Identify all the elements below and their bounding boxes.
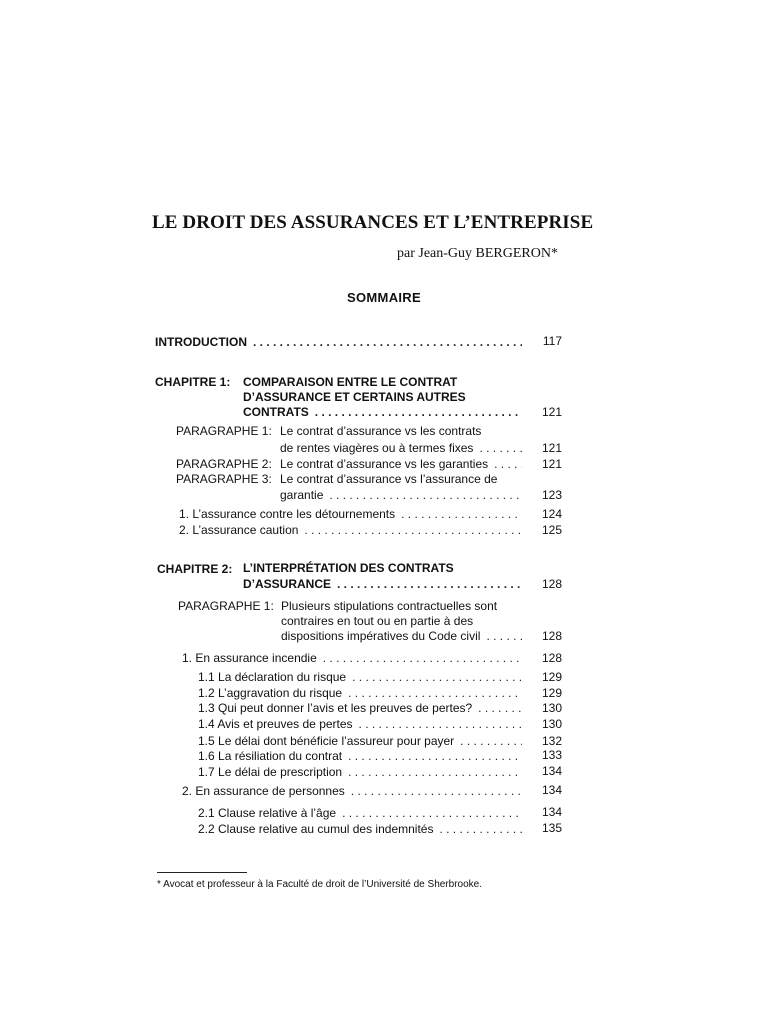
page-number: 121 bbox=[541, 405, 562, 419]
page-number: 134 bbox=[541, 805, 562, 819]
dot-leader bbox=[304, 522, 522, 538]
toc-subentry bbox=[198, 748, 528, 764]
toc-entry-text: 1. L’assurance contre les détournements bbox=[179, 507, 396, 521]
dot-leader bbox=[329, 487, 522, 503]
toc-entry-text: 1.5 Le délai dont bénéficie l’assureur pour payer bbox=[198, 734, 455, 748]
page-number: 121 bbox=[541, 457, 562, 471]
toc-entry-introduction bbox=[155, 334, 528, 350]
toc-subentry bbox=[198, 716, 528, 732]
dot-leader bbox=[478, 700, 522, 716]
page-number: 130 bbox=[541, 717, 562, 731]
dot-leader bbox=[315, 404, 522, 420]
dot-leader bbox=[348, 764, 522, 780]
dot-leader bbox=[439, 821, 522, 837]
toc-subentry bbox=[198, 733, 528, 749]
toc-entry-text: 1.4 Avis et preuves de pertes bbox=[198, 717, 353, 731]
dot-leader bbox=[342, 805, 522, 821]
footnote-rule bbox=[157, 872, 247, 873]
dot-leader bbox=[323, 650, 522, 666]
page-number: 121 bbox=[541, 441, 562, 455]
chapter-2-title-line: L’INTERPRÉTATION DES CONTRATS bbox=[243, 561, 454, 575]
toc-subentry bbox=[198, 805, 528, 821]
toc-entry-text: 1. En assurance incendie bbox=[182, 651, 317, 665]
author-line: par Jean-Guy BERGERON* bbox=[397, 246, 558, 261]
paragraph-text-line: Le contrat d’assurance vs les contrats bbox=[280, 424, 482, 438]
chapter-1-title-line: COMPARAISON ENTRE LE CONTRAT bbox=[243, 375, 458, 389]
toc-subentry bbox=[198, 669, 528, 685]
chapter-1-title-line: CONTRATS bbox=[243, 405, 309, 419]
paragraph-last-line bbox=[280, 456, 528, 472]
toc-entry-text: 2.2 Clause relative au cumul des indemnités bbox=[198, 822, 434, 836]
toc-subentry bbox=[198, 700, 528, 716]
chapter-1-title-last-line bbox=[243, 404, 528, 420]
toc-entry bbox=[179, 506, 528, 522]
chapter-2-label: CHAPITRE 2: bbox=[157, 562, 233, 576]
dot-leader bbox=[348, 748, 522, 764]
paragraph-text-line: dispositions impératives du Code civil bbox=[281, 629, 481, 643]
page-number: 125 bbox=[541, 523, 562, 537]
page-number: 134 bbox=[541, 764, 562, 778]
toc-entry-text: 2.1 Clause relative à l’âge bbox=[198, 806, 337, 820]
dot-leader bbox=[359, 716, 522, 732]
dot-leader bbox=[486, 628, 522, 644]
paragraph-last-line bbox=[280, 487, 528, 503]
page-number: 128 bbox=[541, 577, 562, 591]
toc-subentry bbox=[198, 764, 528, 780]
dot-leader bbox=[479, 440, 522, 456]
page-number: 132 bbox=[541, 734, 562, 748]
dot-leader bbox=[352, 669, 522, 685]
paragraph-label: PARAGRAPHE 1: bbox=[178, 599, 274, 613]
paragraph-label: PARAGRAPHE 3: bbox=[176, 472, 272, 486]
page-number: 135 bbox=[541, 821, 562, 835]
toc-entry-text: 1.7 Le délai de prescription bbox=[198, 765, 343, 779]
paragraph-text-line: Le contrat d’assurance vs les garanties bbox=[280, 457, 489, 471]
chapter-1-title-line: D’ASSURANCE ET CERTAINS AUTRES bbox=[243, 390, 466, 404]
toc-entry bbox=[179, 522, 528, 538]
page-number: 129 bbox=[541, 686, 562, 700]
paragraph-label: PARAGRAPHE 1: bbox=[176, 424, 272, 438]
dot-leader bbox=[337, 576, 522, 592]
document-title: LE DROIT DES ASSURANCES ET L’ENTREPRISE bbox=[152, 212, 594, 233]
dot-leader bbox=[253, 334, 522, 350]
paragraph-text-line: de rentes viagères ou à termes fixes bbox=[280, 441, 474, 455]
page-number: 123 bbox=[541, 488, 562, 502]
dot-leader bbox=[401, 506, 522, 522]
page-number: 128 bbox=[541, 629, 562, 643]
chapter-2-title-last-line bbox=[243, 576, 528, 592]
chapter-2-title-line: D’ASSURANCE bbox=[243, 577, 332, 591]
toc-subentry bbox=[198, 685, 528, 701]
toc-subentry bbox=[198, 821, 528, 837]
paragraph-label: PARAGRAPHE 2: bbox=[176, 457, 272, 471]
page-number: 124 bbox=[541, 507, 562, 521]
dot-leader bbox=[460, 733, 522, 749]
paragraph-last-line bbox=[280, 440, 528, 456]
toc-entry-label: INTRODUCTION bbox=[155, 335, 247, 349]
paragraph-last-line bbox=[281, 628, 528, 644]
paragraph-text-line: contraires en tout ou en partie à des bbox=[281, 614, 474, 628]
dot-leader bbox=[494, 456, 522, 472]
sommaire-heading: SOMMAIRE bbox=[347, 290, 421, 305]
toc-entry bbox=[182, 783, 528, 799]
toc-entry-text: 2. L’assurance caution bbox=[179, 523, 299, 537]
dot-leader bbox=[348, 685, 522, 701]
page-number: 133 bbox=[541, 748, 562, 762]
page-number: 117 bbox=[542, 334, 562, 348]
toc-entry bbox=[182, 650, 528, 666]
chapter-1-label: CHAPITRE 1: bbox=[155, 375, 231, 389]
footnote: * Avocat et professeur à la Faculté de droit de l’Université de Sherbrooke. bbox=[157, 879, 482, 890]
paragraph-text-line: garantie bbox=[280, 488, 324, 502]
page-number: 130 bbox=[541, 701, 562, 715]
toc-entry-text: 1.1 La déclaration du risque bbox=[198, 670, 347, 684]
toc-entry-text: 1.6 La résiliation du contrat bbox=[198, 749, 343, 763]
toc-entry-text: 1.2 L’aggravation du risque bbox=[198, 686, 343, 700]
paragraph-text-line: Le contrat d’assurance vs l’assurance de bbox=[280, 472, 498, 486]
page-number: 129 bbox=[541, 670, 562, 684]
page-number: 134 bbox=[541, 783, 562, 797]
paragraph-text-line: Plusieurs stipulations contractuelles sont bbox=[281, 599, 498, 613]
page-number: 128 bbox=[541, 651, 562, 665]
toc-entry-text: 1.3 Qui peut donner l’avis et les preuves de pertes? bbox=[198, 701, 473, 715]
toc-entry-text: 2. En assurance de personnes bbox=[182, 784, 345, 798]
dot-leader bbox=[351, 783, 522, 799]
